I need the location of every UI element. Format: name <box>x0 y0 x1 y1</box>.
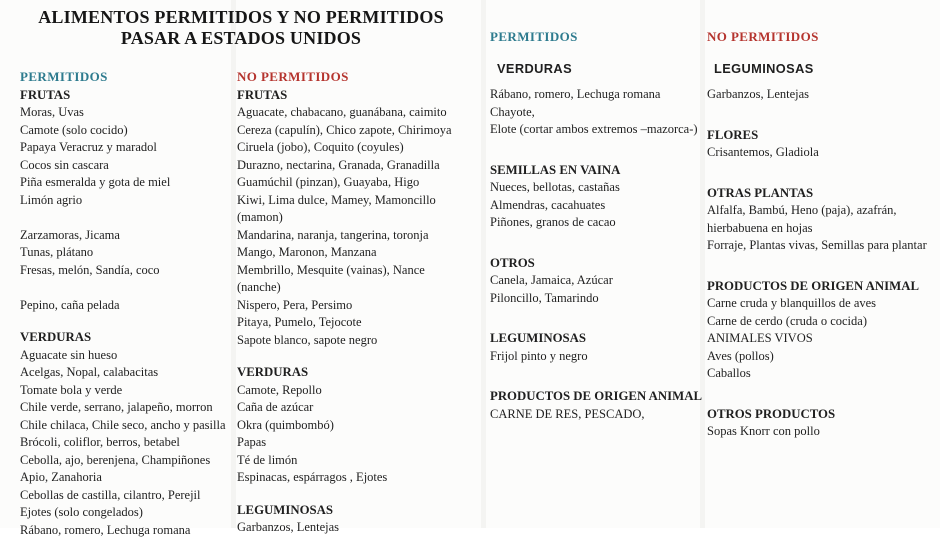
food-line: Cocos sin cascara <box>20 157 232 175</box>
food-line: Garbanzos, Lentejas <box>707 86 933 104</box>
food-section <box>490 60 704 139</box>
food-line: Forraje, Plantas vivas, Semillas para plantar <box>707 237 933 255</box>
food-line: Nueces, bellotas, castañas <box>490 179 704 197</box>
food-line: Moras, Uvas <box>20 104 232 122</box>
food-section <box>707 60 933 104</box>
food-line: Chayote, <box>490 104 704 122</box>
food-line <box>20 209 232 227</box>
food-line: Almendras, cacahuates <box>490 197 704 215</box>
column-permitidos-left <box>20 68 232 539</box>
food-line: Carne de cerdo (cruda o cocida) <box>707 313 933 331</box>
food-line: Sopas Knorr con pollo <box>707 423 933 441</box>
column-header: NO PERMITIDOS <box>237 68 480 86</box>
food-line: Piñones, granos de cacao <box>490 214 704 232</box>
food-line: Okra (quimbombó) <box>237 417 480 435</box>
food-line: Sapote blanco, sapote negro <box>237 332 480 350</box>
food-section <box>237 87 480 350</box>
column-permitidos-right <box>490 28 704 423</box>
food-section <box>707 127 933 162</box>
food-line: Aguacate, chabacano, guanábana, caimito <box>237 104 480 122</box>
food-section <box>490 330 704 365</box>
food-line: Kiwi, Lima dulce, Mamey, Mamoncillo <box>237 192 480 210</box>
food-line: Nispero, Pera, Persimo <box>237 297 480 315</box>
food-line: Té de limón <box>237 452 480 470</box>
food-line: Apio, Zanahoria <box>20 469 232 487</box>
section-heading: PRODUCTOS DE ORIGEN ANIMAL <box>490 388 704 406</box>
food-line: Limón agrio <box>20 192 232 210</box>
food-line: Papas <box>237 434 480 452</box>
food-line: Piloncillo, Tamarindo <box>490 290 704 308</box>
food-line: Piña esmeralda y gota de miel <box>20 174 232 192</box>
title-line-2: PASAR A ESTADOS UNIDOS <box>10 28 472 49</box>
column-no-permitidos-right <box>707 28 933 441</box>
column-no-permitidos-left <box>237 68 480 537</box>
food-line: Rábano, romero, Lechuga romana <box>20 522 232 539</box>
food-line: ANIMALES VIVOS <box>707 330 933 348</box>
column-header: PERMITIDOS <box>490 28 704 46</box>
food-line: Canela, Jamaica, Azúcar <box>490 272 704 290</box>
food-line: Cebollas de castilla, cilantro, Perejil <box>20 487 232 505</box>
food-line: Rábano, romero, Lechuga romana <box>490 86 704 104</box>
food-line: (mamon) <box>237 209 480 227</box>
food-line: Mandarina, naranja, tangerina, toronja <box>237 227 480 245</box>
food-line: Guamúchil (pinzan), Guayaba, Higo <box>237 174 480 192</box>
food-line: Caballos <box>707 365 933 383</box>
section-heading: LEGUMINOSAS <box>237 502 480 520</box>
column-header: PERMITIDOS <box>20 68 232 86</box>
food-line: Membrillo, Mesquite (vainas), Nance <box>237 262 480 280</box>
food-section <box>707 278 933 383</box>
food-section <box>237 502 480 537</box>
food-line: Ejotes (solo congelados) <box>20 504 232 522</box>
food-line: Cebolla, ajo, berenjena, Champiñones <box>20 452 232 470</box>
section-heading: PRODUCTOS DE ORIGEN ANIMAL <box>707 278 933 296</box>
food-line: Aves (pollos) <box>707 348 933 366</box>
food-line: Tomate bola y verde <box>20 382 232 400</box>
section-heading: OTROS <box>490 255 704 273</box>
food-line: Espinacas, espárragos , Ejotes <box>237 469 480 487</box>
food-line <box>20 279 232 297</box>
section-heading: VERDURAS <box>497 60 704 78</box>
food-line: Pitaya, Pumelo, Tejocote <box>237 314 480 332</box>
food-line: Crisantemos, Gladiola <box>707 144 933 162</box>
food-line: Fresas, melón, Sandía, coco <box>20 262 232 280</box>
food-line: Brócoli, coliflor, berros, betabel <box>20 434 232 452</box>
food-line: Carne cruda y blanquillos de aves <box>707 295 933 313</box>
food-section <box>490 388 704 423</box>
food-line: Garbanzos, Lentejas <box>237 519 480 537</box>
section-heading: FLORES <box>707 127 933 145</box>
section-heading: OTRAS PLANTAS <box>707 185 933 203</box>
food-line: Cereza (capulín), Chico zapote, Chirimoya <box>237 122 480 140</box>
food-section <box>707 406 933 441</box>
section-heading: FRUTAS <box>20 87 232 105</box>
column-gutter <box>481 0 486 528</box>
section-heading: SEMILLAS EN VAINA <box>490 162 704 180</box>
food-line: Chile verde, serrano, jalapeño, morron <box>20 399 232 417</box>
column-header: NO PERMITIDOS <box>707 28 933 46</box>
food-line: Acelgas, Nopal, calabacitas <box>20 364 232 382</box>
food-line: Aguacate sin hueso <box>20 347 232 365</box>
document-title <box>10 7 472 49</box>
food-line: hierbabuena en hojas <box>707 220 933 238</box>
food-section <box>20 329 232 539</box>
food-line: Camote (solo cocido) <box>20 122 232 140</box>
food-line: Ciruela (jobo), Coquito (coyules) <box>237 139 480 157</box>
section-heading: OTROS PRODUCTOS <box>707 406 933 424</box>
food-line: Tunas, plátano <box>20 244 232 262</box>
title-line-1: ALIMENTOS PERMITIDOS Y NO PERMITIDOS <box>10 7 472 28</box>
food-line: Pepino, caña pelada <box>20 297 232 315</box>
food-section <box>490 162 704 232</box>
section-heading: VERDURAS <box>20 329 232 347</box>
food-line: Mango, Maronon, Manzana <box>237 244 480 262</box>
food-section <box>237 364 480 487</box>
section-heading: LEGUMINOSAS <box>714 60 933 78</box>
food-line: Camote, Repollo <box>237 382 480 400</box>
food-line: Durazno, nectarina, Granada, Granadilla <box>237 157 480 175</box>
food-line: Papaya Veracruz y maradol <box>20 139 232 157</box>
food-line: (nanche) <box>237 279 480 297</box>
food-line: Alfalfa, Bambú, Heno (paja), azafrán, <box>707 202 933 220</box>
food-section <box>707 185 933 255</box>
food-section <box>490 255 704 308</box>
food-line: Chile chilaca, Chile seco, ancho y pasilla <box>20 417 232 435</box>
section-heading: VERDURAS <box>237 364 480 382</box>
section-heading: LEGUMINOSAS <box>490 330 704 348</box>
food-line: CARNE DE RES, PESCADO, <box>490 406 704 424</box>
food-line: Zarzamoras, Jicama <box>20 227 232 245</box>
section-heading: FRUTAS <box>237 87 480 105</box>
food-line: Caña de azúcar <box>237 399 480 417</box>
food-line: Elote (cortar ambos extremos –mazorca-) <box>490 121 704 139</box>
food-section <box>20 87 232 315</box>
food-line: Frijol pinto y negro <box>490 348 704 366</box>
